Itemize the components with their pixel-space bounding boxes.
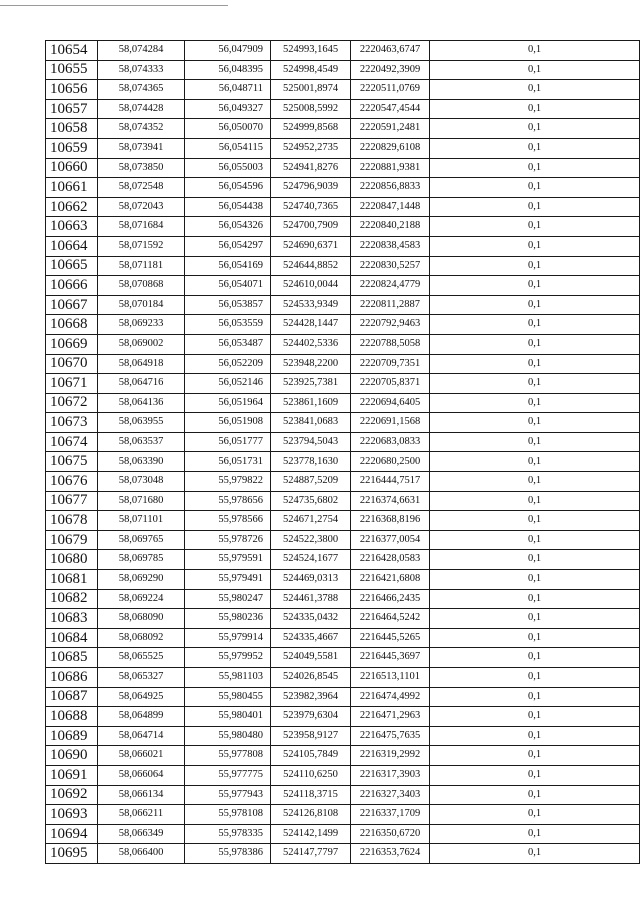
accuracy-cell: 0,1	[430, 687, 640, 707]
accuracy-cell: 0,1	[430, 60, 640, 80]
y-coordinate-cell: 2220680,2500	[351, 452, 430, 472]
longitude-cell: 56,051964	[185, 393, 271, 413]
table-row	[46, 41, 640, 61]
latitude-cell: 58,064716	[98, 374, 185, 394]
point-number-cell: 10680	[46, 550, 98, 570]
x-coordinate-cell: 524402,5336	[271, 334, 351, 354]
accuracy-cell: 0,1	[430, 589, 640, 609]
y-coordinate-cell: 2216513,1101	[351, 668, 430, 688]
point-number-cell: 10664	[46, 236, 98, 256]
x-coordinate-cell: 523948,2200	[271, 354, 351, 374]
latitude-cell: 58,074333	[98, 60, 185, 80]
latitude-cell: 58,063955	[98, 413, 185, 433]
longitude-cell: 56,054596	[185, 178, 271, 198]
longitude-cell: 56,049327	[185, 99, 271, 119]
longitude-cell: 56,054438	[185, 197, 271, 217]
point-number-cell: 10655	[46, 60, 98, 80]
longitude-cell: 56,054071	[185, 276, 271, 296]
y-coordinate-cell: 2216368,8196	[351, 511, 430, 531]
y-coordinate-cell: 2220881,9381	[351, 158, 430, 178]
longitude-cell: 56,054169	[185, 256, 271, 276]
x-coordinate-cell: 525008,5992	[271, 99, 351, 119]
y-coordinate-cell: 2220547,4544	[351, 99, 430, 119]
longitude-cell: 56,051777	[185, 432, 271, 452]
table-row	[46, 99, 640, 119]
longitude-cell: 56,052146	[185, 374, 271, 394]
accuracy-cell: 0,1	[430, 413, 640, 433]
y-coordinate-cell: 2216444,7517	[351, 472, 430, 492]
accuracy-cell: 0,1	[430, 295, 640, 315]
longitude-cell: 55,979491	[185, 570, 271, 590]
table-row	[46, 138, 640, 158]
table-row	[46, 374, 640, 394]
x-coordinate-cell: 524952,2735	[271, 138, 351, 158]
point-number-cell: 10681	[46, 570, 98, 590]
y-coordinate-cell: 2220683,0833	[351, 432, 430, 452]
y-coordinate-cell: 2216428,0583	[351, 550, 430, 570]
point-number-cell: 10656	[46, 80, 98, 100]
point-number-cell: 10662	[46, 197, 98, 217]
point-number-cell: 10675	[46, 452, 98, 472]
longitude-cell: 55,979822	[185, 472, 271, 492]
accuracy-cell: 0,1	[430, 765, 640, 785]
latitude-cell: 58,074284	[98, 41, 185, 61]
accuracy-cell: 0,1	[430, 432, 640, 452]
table-row	[46, 432, 640, 452]
x-coordinate-cell: 523958,9127	[271, 726, 351, 746]
coordinates-table	[45, 40, 640, 864]
table-row	[46, 589, 640, 609]
table-row	[46, 491, 640, 511]
y-coordinate-cell: 2216317,3903	[351, 765, 430, 785]
y-coordinate-cell: 2216466,2435	[351, 589, 430, 609]
y-coordinate-cell: 2216474,4992	[351, 687, 430, 707]
accuracy-cell: 0,1	[430, 707, 640, 727]
longitude-cell: 56,048395	[185, 60, 271, 80]
longitude-cell: 55,978335	[185, 824, 271, 844]
x-coordinate-cell: 524999,8568	[271, 119, 351, 139]
x-coordinate-cell: 524796,9039	[271, 178, 351, 198]
latitude-cell: 58,068090	[98, 609, 185, 629]
longitude-cell: 55,978108	[185, 805, 271, 825]
point-number-cell: 10659	[46, 138, 98, 158]
accuracy-cell: 0,1	[430, 256, 640, 276]
latitude-cell: 58,071101	[98, 511, 185, 531]
longitude-cell: 56,051731	[185, 452, 271, 472]
latitude-cell: 58,071592	[98, 236, 185, 256]
table-row	[46, 452, 640, 472]
x-coordinate-cell: 525001,8974	[271, 80, 351, 100]
latitude-cell: 58,073048	[98, 472, 185, 492]
coordinates-table-body	[46, 41, 640, 864]
accuracy-cell: 0,1	[430, 570, 640, 590]
accuracy-cell: 0,1	[430, 354, 640, 374]
x-coordinate-cell: 524335,0432	[271, 609, 351, 629]
table-row	[46, 530, 640, 550]
accuracy-cell: 0,1	[430, 119, 640, 139]
latitude-cell: 58,065327	[98, 668, 185, 688]
longitude-cell: 55,980401	[185, 707, 271, 727]
point-number-cell: 10658	[46, 119, 98, 139]
y-coordinate-cell: 2220691,1568	[351, 413, 430, 433]
table-row	[46, 334, 640, 354]
accuracy-cell: 0,1	[430, 138, 640, 158]
table-row	[46, 472, 640, 492]
accuracy-cell: 0,1	[430, 393, 640, 413]
table-row	[46, 824, 640, 844]
point-number-cell: 10668	[46, 315, 98, 335]
y-coordinate-cell: 2216350,6720	[351, 824, 430, 844]
accuracy-cell: 0,1	[430, 374, 640, 394]
longitude-cell: 55,977943	[185, 785, 271, 805]
accuracy-cell: 0,1	[430, 805, 640, 825]
x-coordinate-cell: 524735,6802	[271, 491, 351, 511]
table-row	[46, 119, 640, 139]
accuracy-cell: 0,1	[430, 452, 640, 472]
x-coordinate-cell: 524049,5581	[271, 648, 351, 668]
point-number-cell: 10678	[46, 511, 98, 531]
x-coordinate-cell: 524142,1499	[271, 824, 351, 844]
x-coordinate-cell: 524690,6371	[271, 236, 351, 256]
y-coordinate-cell: 2220830,5257	[351, 256, 430, 276]
latitude-cell: 58,071684	[98, 217, 185, 237]
longitude-cell: 55,981103	[185, 668, 271, 688]
longitude-cell: 56,053487	[185, 334, 271, 354]
accuracy-cell: 0,1	[430, 609, 640, 629]
y-coordinate-cell: 2220829,6108	[351, 138, 430, 158]
point-number-cell: 10686	[46, 668, 98, 688]
latitude-cell: 58,070184	[98, 295, 185, 315]
longitude-cell: 55,978386	[185, 844, 271, 864]
x-coordinate-cell: 523841,0683	[271, 413, 351, 433]
table-row	[46, 60, 640, 80]
y-coordinate-cell: 2216353,7624	[351, 844, 430, 864]
accuracy-cell: 0,1	[430, 550, 640, 570]
latitude-cell: 58,064918	[98, 354, 185, 374]
accuracy-cell: 0,1	[430, 334, 640, 354]
point-number-cell: 10682	[46, 589, 98, 609]
accuracy-cell: 0,1	[430, 668, 640, 688]
latitude-cell: 58,068092	[98, 628, 185, 648]
table-row	[46, 276, 640, 296]
point-number-cell: 10679	[46, 530, 98, 550]
y-coordinate-cell: 2220492,3909	[351, 60, 430, 80]
longitude-cell: 56,048711	[185, 80, 271, 100]
table-row	[46, 687, 640, 707]
table-row	[46, 80, 640, 100]
y-coordinate-cell: 2216475,7635	[351, 726, 430, 746]
longitude-cell: 55,977775	[185, 765, 271, 785]
point-number-cell: 10684	[46, 628, 98, 648]
longitude-cell: 56,053559	[185, 315, 271, 335]
accuracy-cell: 0,1	[430, 315, 640, 335]
table-row	[46, 217, 640, 237]
y-coordinate-cell: 2220788,5058	[351, 334, 430, 354]
latitude-cell: 58,071680	[98, 491, 185, 511]
latitude-cell: 58,074428	[98, 99, 185, 119]
y-coordinate-cell: 2216337,1709	[351, 805, 430, 825]
accuracy-cell: 0,1	[430, 217, 640, 237]
accuracy-cell: 0,1	[430, 726, 640, 746]
accuracy-cell: 0,1	[430, 746, 640, 766]
table-row	[46, 707, 640, 727]
latitude-cell: 58,071181	[98, 256, 185, 276]
x-coordinate-cell: 524461,3788	[271, 589, 351, 609]
x-coordinate-cell: 524740,7365	[271, 197, 351, 217]
y-coordinate-cell: 2220591,2481	[351, 119, 430, 139]
x-coordinate-cell: 524644,8852	[271, 256, 351, 276]
latitude-cell: 58,070868	[98, 276, 185, 296]
point-number-cell: 10689	[46, 726, 98, 746]
accuracy-cell: 0,1	[430, 178, 640, 198]
table-row	[46, 178, 640, 198]
accuracy-cell: 0,1	[430, 491, 640, 511]
latitude-cell: 58,064899	[98, 707, 185, 727]
x-coordinate-cell: 524110,6250	[271, 765, 351, 785]
y-coordinate-cell: 2216471,2963	[351, 707, 430, 727]
point-number-cell: 10692	[46, 785, 98, 805]
point-number-cell: 10671	[46, 374, 98, 394]
point-number-cell: 10683	[46, 609, 98, 629]
longitude-cell: 55,979591	[185, 550, 271, 570]
y-coordinate-cell: 2216327,3403	[351, 785, 430, 805]
y-coordinate-cell: 2216319,2992	[351, 746, 430, 766]
x-coordinate-cell: 524469,0313	[271, 570, 351, 590]
x-coordinate-cell: 524671,2754	[271, 511, 351, 531]
longitude-cell: 55,977808	[185, 746, 271, 766]
y-coordinate-cell: 2216445,5265	[351, 628, 430, 648]
y-coordinate-cell: 2220840,2188	[351, 217, 430, 237]
longitude-cell: 55,978566	[185, 511, 271, 531]
y-coordinate-cell: 2216445,3697	[351, 648, 430, 668]
latitude-cell: 58,069224	[98, 589, 185, 609]
y-coordinate-cell: 2220463,6747	[351, 41, 430, 61]
y-coordinate-cell: 2216421,6808	[351, 570, 430, 590]
y-coordinate-cell: 2216377,0054	[351, 530, 430, 550]
x-coordinate-cell: 524335,4667	[271, 628, 351, 648]
point-number-cell: 10691	[46, 765, 98, 785]
y-coordinate-cell: 2220847,1448	[351, 197, 430, 217]
latitude-cell: 58,069290	[98, 570, 185, 590]
longitude-cell: 55,980480	[185, 726, 271, 746]
point-number-cell: 10669	[46, 334, 98, 354]
latitude-cell: 58,066021	[98, 746, 185, 766]
longitude-cell: 56,054297	[185, 236, 271, 256]
point-number-cell: 10687	[46, 687, 98, 707]
accuracy-cell: 0,1	[430, 276, 640, 296]
latitude-cell: 58,074352	[98, 119, 185, 139]
table-row	[46, 844, 640, 864]
latitude-cell: 58,072548	[98, 178, 185, 198]
latitude-cell: 58,073850	[98, 158, 185, 178]
y-coordinate-cell: 2220709,7351	[351, 354, 430, 374]
table-row	[46, 354, 640, 374]
y-coordinate-cell: 2220792,9463	[351, 315, 430, 335]
accuracy-cell: 0,1	[430, 628, 640, 648]
table-row	[46, 765, 640, 785]
table-row	[46, 295, 640, 315]
accuracy-cell: 0,1	[430, 99, 640, 119]
latitude-cell: 58,069765	[98, 530, 185, 550]
longitude-cell: 56,054115	[185, 138, 271, 158]
accuracy-cell: 0,1	[430, 511, 640, 531]
point-number-cell: 10667	[46, 295, 98, 315]
accuracy-cell: 0,1	[430, 785, 640, 805]
latitude-cell: 58,069233	[98, 315, 185, 335]
top-rule-line	[0, 5, 228, 6]
point-number-cell: 10695	[46, 844, 98, 864]
table-row	[46, 668, 640, 688]
point-number-cell: 10677	[46, 491, 98, 511]
table-row	[46, 197, 640, 217]
table-row	[46, 413, 640, 433]
x-coordinate-cell: 524105,7849	[271, 746, 351, 766]
point-number-cell: 10676	[46, 472, 98, 492]
y-coordinate-cell: 2220838,4583	[351, 236, 430, 256]
longitude-cell: 55,979914	[185, 628, 271, 648]
point-number-cell: 10660	[46, 158, 98, 178]
latitude-cell: 58,063537	[98, 432, 185, 452]
accuracy-cell: 0,1	[430, 472, 640, 492]
x-coordinate-cell: 524026,8545	[271, 668, 351, 688]
latitude-cell: 58,072043	[98, 197, 185, 217]
x-coordinate-cell: 523861,1609	[271, 393, 351, 413]
latitude-cell: 58,066349	[98, 824, 185, 844]
longitude-cell: 55,978656	[185, 491, 271, 511]
x-coordinate-cell: 524700,7909	[271, 217, 351, 237]
longitude-cell: 56,053857	[185, 295, 271, 315]
latitude-cell: 58,066064	[98, 765, 185, 785]
point-number-cell: 10654	[46, 41, 98, 61]
x-coordinate-cell: 523979,6304	[271, 707, 351, 727]
table-row	[46, 315, 640, 335]
point-number-cell: 10690	[46, 746, 98, 766]
longitude-cell: 56,050070	[185, 119, 271, 139]
y-coordinate-cell: 2220811,2887	[351, 295, 430, 315]
y-coordinate-cell: 2220856,8833	[351, 178, 430, 198]
point-number-cell: 10674	[46, 432, 98, 452]
point-number-cell: 10666	[46, 276, 98, 296]
point-number-cell: 10670	[46, 354, 98, 374]
point-number-cell: 10693	[46, 805, 98, 825]
point-number-cell: 10665	[46, 256, 98, 276]
longitude-cell: 56,051908	[185, 413, 271, 433]
x-coordinate-cell: 524118,3715	[271, 785, 351, 805]
latitude-cell: 58,064714	[98, 726, 185, 746]
latitude-cell: 58,064136	[98, 393, 185, 413]
point-number-cell: 10657	[46, 99, 98, 119]
point-number-cell: 10661	[46, 178, 98, 198]
x-coordinate-cell: 524428,1447	[271, 315, 351, 335]
table-row	[46, 648, 640, 668]
accuracy-cell: 0,1	[430, 824, 640, 844]
x-coordinate-cell: 524147,7797	[271, 844, 351, 864]
x-coordinate-cell: 523925,7381	[271, 374, 351, 394]
latitude-cell: 58,066400	[98, 844, 185, 864]
table-row	[46, 393, 640, 413]
latitude-cell: 58,066211	[98, 805, 185, 825]
table-row	[46, 609, 640, 629]
accuracy-cell: 0,1	[430, 41, 640, 61]
longitude-cell: 55,978726	[185, 530, 271, 550]
latitude-cell: 58,066134	[98, 785, 185, 805]
table-row	[46, 628, 640, 648]
table-row	[46, 570, 640, 590]
latitude-cell: 58,073941	[98, 138, 185, 158]
x-coordinate-cell: 524126,8108	[271, 805, 351, 825]
x-coordinate-cell: 524998,4549	[271, 60, 351, 80]
accuracy-cell: 0,1	[430, 530, 640, 550]
accuracy-cell: 0,1	[430, 648, 640, 668]
x-coordinate-cell: 524524,1677	[271, 550, 351, 570]
x-coordinate-cell: 523778,1630	[271, 452, 351, 472]
y-coordinate-cell: 2216464,5242	[351, 609, 430, 629]
accuracy-cell: 0,1	[430, 158, 640, 178]
table-row	[46, 256, 640, 276]
table-row	[46, 805, 640, 825]
y-coordinate-cell: 2220694,6405	[351, 393, 430, 413]
longitude-cell: 55,979952	[185, 648, 271, 668]
y-coordinate-cell: 2220824,4779	[351, 276, 430, 296]
accuracy-cell: 0,1	[430, 236, 640, 256]
point-number-cell: 10672	[46, 393, 98, 413]
point-number-cell: 10688	[46, 707, 98, 727]
accuracy-cell: 0,1	[430, 197, 640, 217]
table-row	[46, 236, 640, 256]
table-row	[46, 785, 640, 805]
x-coordinate-cell: 524887,5209	[271, 472, 351, 492]
accuracy-cell: 0,1	[430, 844, 640, 864]
longitude-cell: 56,047909	[185, 41, 271, 61]
longitude-cell: 56,052209	[185, 354, 271, 374]
latitude-cell: 58,065525	[98, 648, 185, 668]
point-number-cell: 10685	[46, 648, 98, 668]
latitude-cell: 58,064925	[98, 687, 185, 707]
x-coordinate-cell: 524533,9349	[271, 295, 351, 315]
longitude-cell: 56,055003	[185, 158, 271, 178]
accuracy-cell: 0,1	[430, 80, 640, 100]
y-coordinate-cell: 2220705,8371	[351, 374, 430, 394]
x-coordinate-cell: 524522,3800	[271, 530, 351, 550]
point-number-cell: 10663	[46, 217, 98, 237]
y-coordinate-cell: 2216374,6631	[351, 491, 430, 511]
point-number-cell: 10694	[46, 824, 98, 844]
x-coordinate-cell: 524610,0044	[271, 276, 351, 296]
table-row	[46, 158, 640, 178]
longitude-cell: 56,054326	[185, 217, 271, 237]
latitude-cell: 58,063390	[98, 452, 185, 472]
x-coordinate-cell: 523982,3964	[271, 687, 351, 707]
latitude-cell: 58,074365	[98, 80, 185, 100]
x-coordinate-cell: 524941,8276	[271, 158, 351, 178]
table-row	[46, 511, 640, 531]
point-number-cell: 10673	[46, 413, 98, 433]
longitude-cell: 55,980455	[185, 687, 271, 707]
y-coordinate-cell: 2220511,0769	[351, 80, 430, 100]
table-row	[46, 726, 640, 746]
table-row	[46, 550, 640, 570]
x-coordinate-cell: 523794,5043	[271, 432, 351, 452]
x-coordinate-cell: 524993,1645	[271, 41, 351, 61]
longitude-cell: 55,980247	[185, 589, 271, 609]
latitude-cell: 58,069785	[98, 550, 185, 570]
table-row	[46, 746, 640, 766]
longitude-cell: 55,980236	[185, 609, 271, 629]
latitude-cell: 58,069002	[98, 334, 185, 354]
